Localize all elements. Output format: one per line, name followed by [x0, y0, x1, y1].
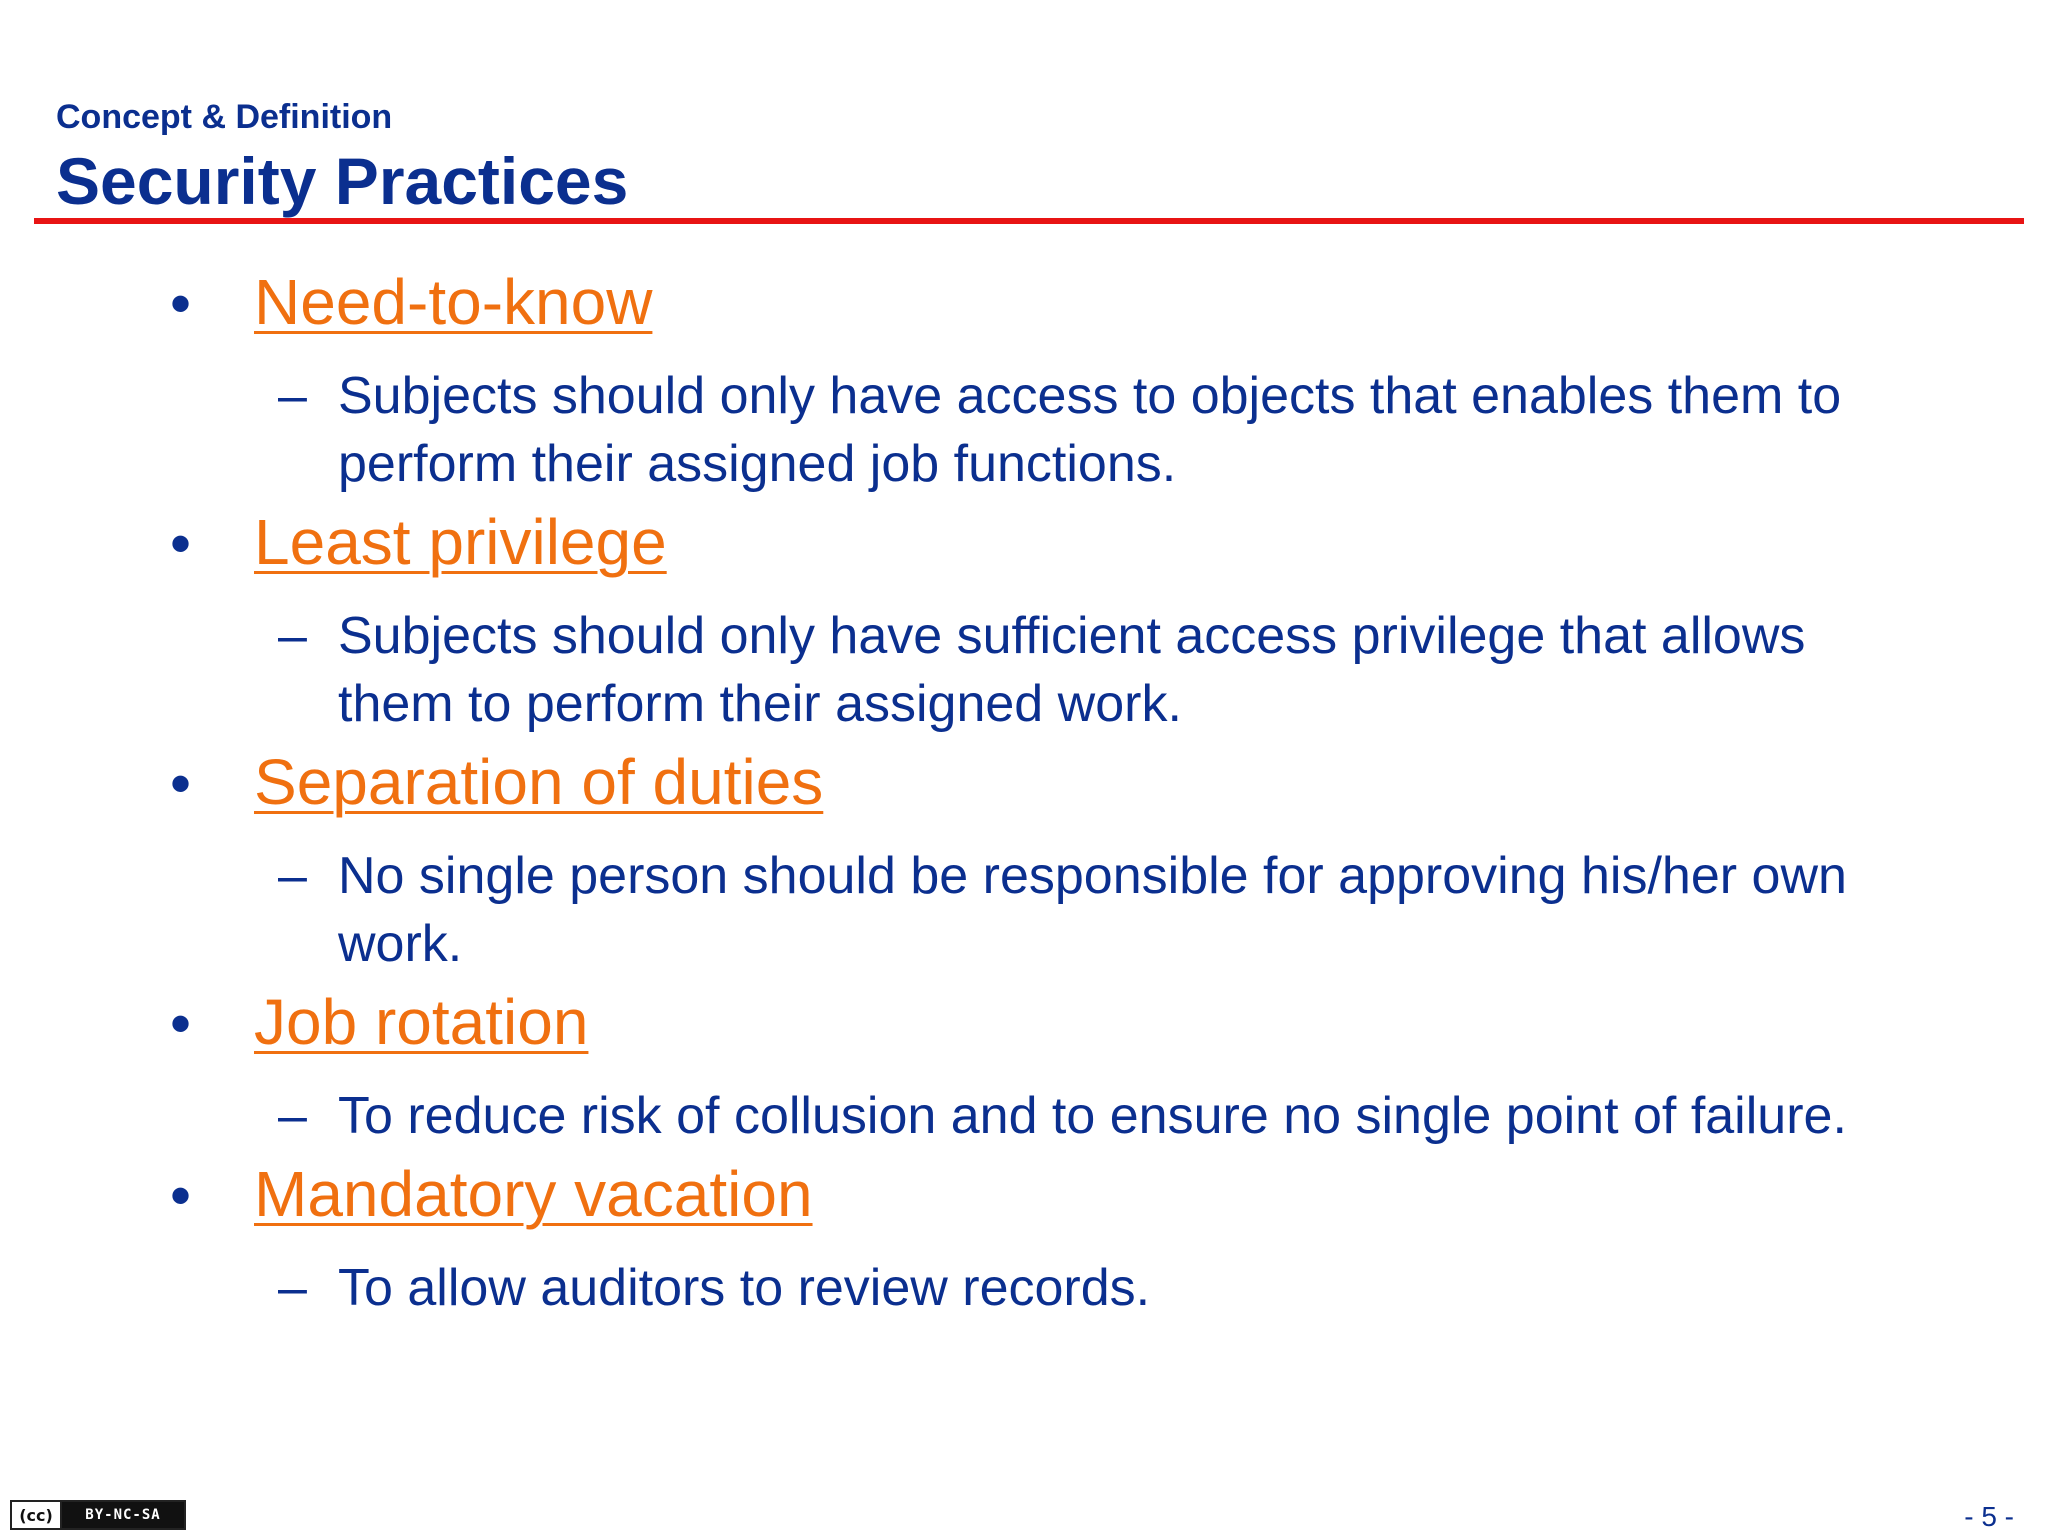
bullet-icon: • [170, 1162, 192, 1229]
description-job-rotation: To reduce risk of collusion and to ensure no single point of failure. [338, 1087, 1847, 1145]
description-separation-of-duties: No single person should be responsible for approving his/her own work. [338, 847, 1847, 973]
dash-icon: – [278, 1087, 307, 1145]
page-number: - 5 - [1964, 1501, 2014, 1532]
dash-icon: – [278, 1259, 307, 1317]
description-mandatory-vacation: To allow auditors to review records. [338, 1259, 1151, 1317]
dash-icon: – [278, 367, 307, 425]
description-least-privilege: Subjects should only have sufficient access privilege that allows them to perform their assigned work. [338, 607, 1806, 733]
bullet-icon: • [170, 750, 192, 817]
description-need-to-know: Subjects should only have access to objects that enables them to perform their assigned job functions. [338, 367, 1842, 493]
term-separation-of-duties: Separation of duties [254, 746, 824, 818]
list-item [170, 986, 1970, 1150]
section-label: Concept & Definition [56, 98, 393, 136]
term-mandatory-vacation: Mandatory vacation [254, 1158, 813, 1230]
bullet-icon: • [170, 990, 192, 1057]
bullet-icon: • [170, 270, 192, 337]
list-item [170, 266, 1970, 498]
title-underline-rule [34, 218, 2024, 224]
bullet-list [170, 266, 1970, 1334]
dash-icon: – [278, 847, 307, 905]
cc-license-badge [10, 1500, 186, 1530]
term-need-to-know: Need-to-know [254, 266, 653, 338]
bullet-icon: • [170, 510, 192, 577]
term-least-privilege: Least privilege [254, 506, 667, 578]
list-item [170, 506, 1970, 738]
dash-icon: – [278, 607, 307, 665]
term-job-rotation: Job rotation [254, 986, 589, 1058]
list-item [170, 1158, 1970, 1322]
license-text: BY-NC-SA [62, 1502, 184, 1528]
slide-title: Security Practices [56, 144, 629, 218]
list-item [170, 746, 1970, 978]
creative-commons-icon: (cc) [12, 1502, 62, 1528]
